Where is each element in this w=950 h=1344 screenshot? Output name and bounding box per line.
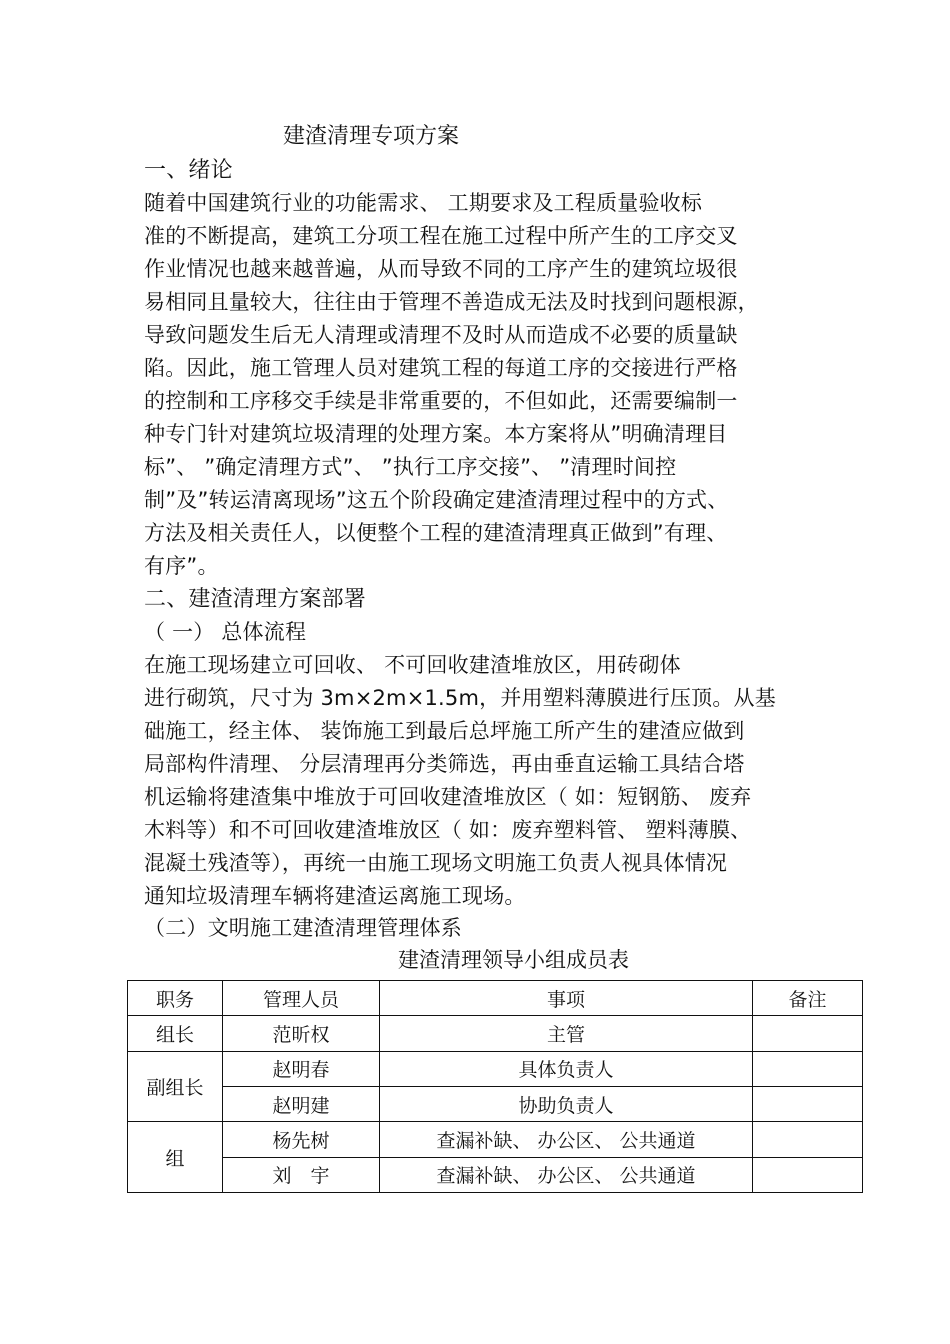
person-cell: 范昕权 <box>223 1016 380 1051</box>
table-row <box>128 1157 863 1192</box>
staff-table <box>127 980 863 1193</box>
task-cell: 具体负责人 <box>380 1051 753 1086</box>
table-row <box>128 1051 863 1086</box>
paragraph-line: 的控制和工序移交手续是非常重要的，不但如此，还需要编制一 <box>144 389 738 413</box>
task-cell: 主管 <box>380 1016 753 1051</box>
paragraph-line: 导致问题发生后无人清理或清理不及时从而造成不必要的质量缺 <box>144 323 738 347</box>
column-header-task: 事项 <box>380 981 753 1016</box>
paragraph-line: 作业情况也越来越普遍，从而导致不同的工序产生的建筑垃圾很 <box>144 257 738 281</box>
paragraph-line: 进行砌筑，尺寸为 3m×2m×1.5m，并用塑料薄膜进行压顶。从基 <box>144 686 776 710</box>
note-cell <box>753 1157 863 1192</box>
subsection-2-heading: （二）文明施工建渣清理管理体系 <box>144 916 462 940</box>
section-1-heading: 一、绪论 <box>144 158 233 183</box>
column-header-person: 管理人员 <box>223 981 380 1016</box>
subsection-1-heading: （ 一） 总体流程 <box>144 620 307 644</box>
role-cell: 组 <box>128 1122 223 1193</box>
table-row <box>128 1016 863 1051</box>
note-cell <box>753 1086 863 1121</box>
table-header-row <box>128 981 863 1016</box>
paragraph-line: 标”、 ”确定清理方式”、 ”执行工序交接”、 ”清理时间控 <box>144 455 677 479</box>
note-cell <box>753 1051 863 1086</box>
paragraph-line: 在施工现场建立可回收、 不可回收建渣堆放区，用砖砌体 <box>144 653 681 677</box>
paragraph-line: 木料等）和不可回收建渣堆放区（ 如：废弃塑料管、 塑料薄膜、 <box>144 818 752 842</box>
paragraph-line: 机运输将建渣集中堆放于可回收建渣堆放区（ 如：短钢筋、 废弃 <box>144 785 752 809</box>
paragraph-line: 准的不断提高，建筑工分项工程在施工过程中所产生的工序交叉 <box>144 224 738 248</box>
paragraph-line: 陷。因此，施工管理人员对建筑工程的每道工序的交接进行严格 <box>144 356 738 380</box>
paragraph-line: 混凝土残渣等），再统一由施工现场文明施工负责人视具体情况 <box>144 851 728 875</box>
table-row <box>128 1122 863 1157</box>
paragraph-line: 础施工，经主体、 装饰施工到最后总坪施工所产生的建渣应做到 <box>144 719 745 743</box>
paragraph-line: 方法及相关责任人，以便整个工程的建渣清理真正做到”有理、 <box>144 521 728 545</box>
person-cell: 杨先树 <box>223 1122 380 1157</box>
note-cell <box>753 1122 863 1157</box>
paragraph-line: 种专门针对建筑垃圾清理的处理方案。本方案将从”明确清理目 <box>144 422 728 446</box>
table-row <box>128 1086 863 1121</box>
task-cell: 查漏补缺、 办公区、 公共通道 <box>380 1122 753 1157</box>
task-cell: 协助负责人 <box>380 1086 753 1121</box>
paragraph-line: 通知垃圾清理车辆将建渣运离施工现场。 <box>144 884 526 908</box>
document-title: 建渣清理专项方案 <box>283 124 460 149</box>
column-header-note: 备注 <box>753 981 863 1016</box>
role-cell: 副组长 <box>128 1051 223 1122</box>
person-cell: 赵明建 <box>223 1086 380 1121</box>
column-header-role: 职务 <box>128 981 223 1016</box>
paragraph-line: 易相同且量较大，往往由于管理不善造成无法及时找到问题根源， <box>144 290 759 314</box>
paragraph-line: 局部构件清理、 分层清理再分类筛选，再由垂直运输工具结合塔 <box>144 752 745 776</box>
person-cell: 刘 宇 <box>223 1157 380 1192</box>
table-caption: 建渣清理领导小组成员表 <box>398 948 629 972</box>
person-cell: 赵明春 <box>223 1051 380 1086</box>
task-cell: 查漏补缺、 办公区、 公共通道 <box>380 1157 753 1192</box>
note-cell <box>753 1016 863 1051</box>
section-2-heading: 二、建渣清理方案部署 <box>144 587 367 612</box>
paragraph-line: 随着中国建筑行业的功能需求、 工期要求及工程质量验收标 <box>144 191 703 215</box>
paragraph-line: 制”及”转运清离现场”这五个阶段确定建渣清理过程中的方式、 <box>144 488 729 512</box>
paragraph-line: 有序”。 <box>144 554 219 578</box>
role-cell: 组长 <box>128 1016 223 1051</box>
